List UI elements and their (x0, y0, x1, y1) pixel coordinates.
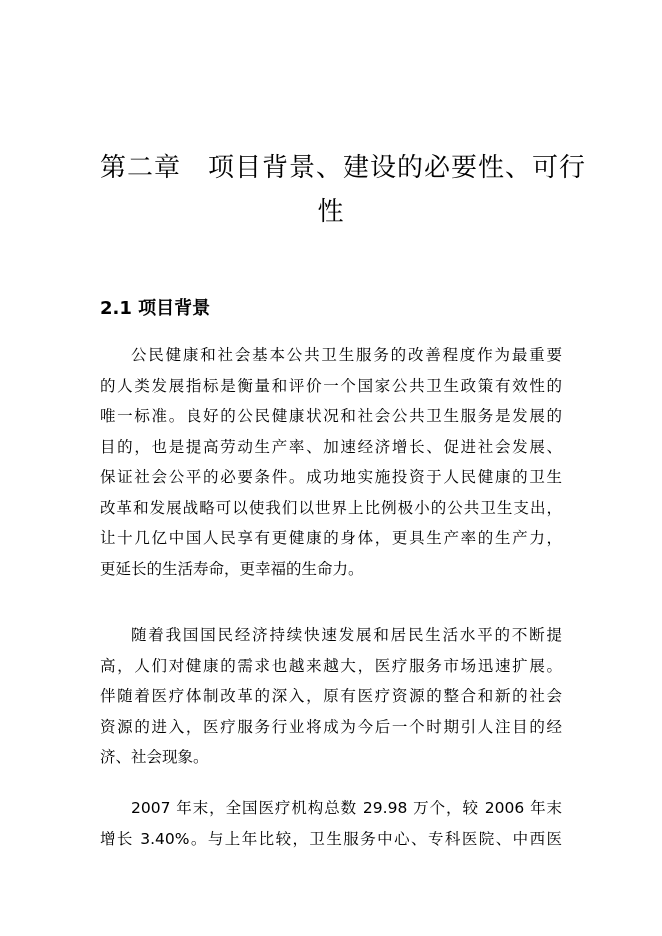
paragraph-line: 目的，也是提高劳动生产率、加速经济增长、促进社会发展、 (100, 437, 562, 456)
paragraph-line: 改革和发展战略可以使我们以世界上比例极小的公共卫生支出， (100, 498, 562, 517)
paragraph-line: 随着我国国民经济持续快速发展和居民生活水平的不断提 (131, 626, 562, 644)
paragraph-statistics (100, 793, 562, 854)
paragraph-line: 资源的进入，医疗服务行业将成为今后一个时期引人注目的经 (100, 717, 562, 736)
paragraph-line: 唯一标准。良好的公民健康状况和社会公共卫生服务是发展的 (100, 407, 562, 425)
chapter-title (100, 146, 587, 234)
paragraph-line: 济、社会现象。 (100, 748, 209, 766)
chapter-title-line: 第二章 项目背景、建设的必要性、可行 (100, 153, 587, 183)
paragraph-line: 公民健康和社会基本公共卫生服务的改善程度作为最重要 (131, 346, 562, 364)
paragraph-medical-market (100, 620, 562, 773)
paragraph-line: 更延长的生活寿命，更幸福的生命力。 (100, 559, 364, 578)
paragraph-line: 高，人们对健康的需求也越来越大，医疗服务市场迅速扩展。 (100, 656, 562, 675)
paragraph-public-health (100, 340, 562, 584)
chapter-title-line: 性 (317, 197, 345, 227)
paragraph-line: 让十几亿中国人民享有更健康的身体，更具生产率的生产力， (100, 529, 562, 547)
paragraph-line: 保证社会公平的必要条件。成功地实施投资于人民健康的卫生 (100, 468, 562, 486)
paragraph-line: 2007 年末，全国医疗机构总数 29.98 万个，较 2006 年末 (131, 799, 562, 817)
paragraph-line: 的人类发展指标是衡量和评价一个国家公共卫生政策有效性的 (100, 376, 562, 395)
paragraph-line: 伴随着医疗体制改革的深入，原有医疗资源的整合和新的社会 (100, 687, 562, 705)
section-heading: 2.1 项目背景 (100, 298, 211, 319)
paragraph-line: 增长 3.40%。与上年比较，卫生服务中心、专科医院、中西医 (100, 829, 562, 848)
